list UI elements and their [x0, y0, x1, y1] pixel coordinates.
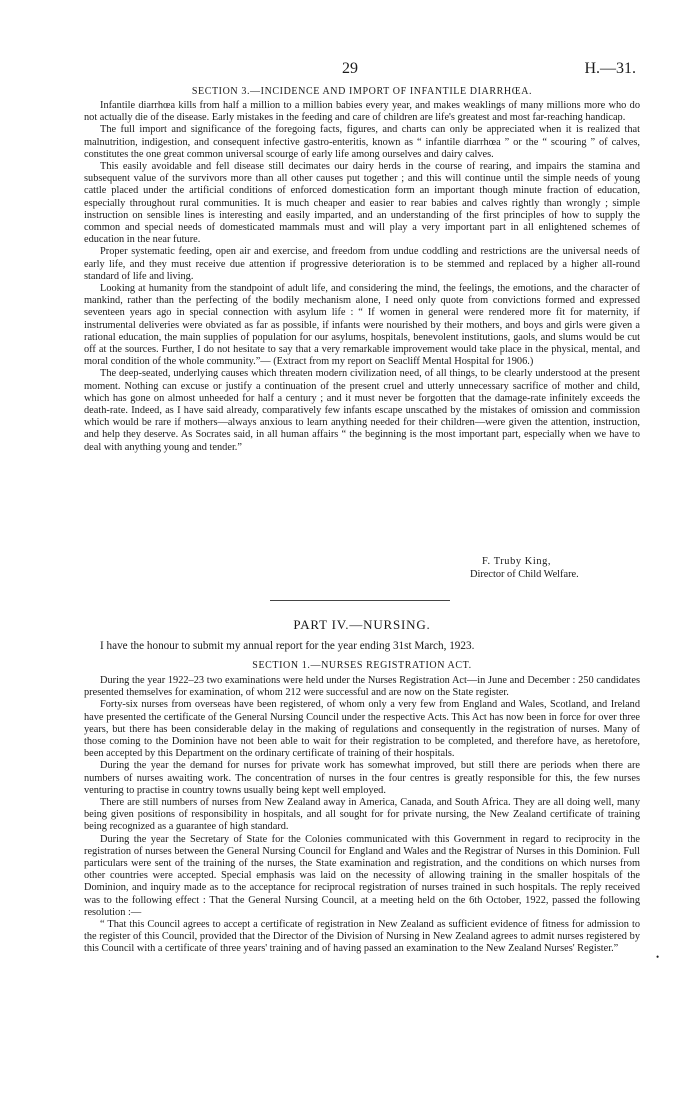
paragraph: “ That this Council agrees to accept a certificate of registration in New Zealand as sufficient evidence of fitness for admission to the register of this Council, provided that the Director of the Division of Nursing in New Zealand agrees to admit nurses registered by this Council with a certificate of three years' training and of having passed an examination to the New Zealand Nurses' Register.”: [84, 919, 640, 955]
paragraph: Proper systematic feeding, open air and exercise, and freedom from undue coddling and restrictions are the universal needs of early life, and they must receive due attention if progressive deterioration is to be stemmed and replaced by a higher all-round standard of life and living.: [84, 246, 640, 282]
paragraph: Looking at humanity from the standpoint of adult life, and considering the mind, the feelings, the emotions, and the character of mankind, rather than the perfecting of the bodily mechanism alone, I need only quote from convictions formed and expressed seventeen years ago in special connection with asylum life : “ If women in general were rendered more fit for maternity, if instrumental deliveries were obviated as far as possible, if infants were nourished by their mothers, and boys and girls were given a rational education, the main supplies of population for our asylums, hospitals, benevolent institutions, gaols, and slums would be cut off at the sources. Further, I do not hesitate to say that a very remarkable improvement would take place in the physical, mental, and moral condition of the whole community.”— (Extract from my report on Seacliff Mental Hospital for 1906.): [84, 283, 640, 368]
section-1-heading: SECTION 1.—NURSES REGISTRATION ACT.: [252, 660, 472, 671]
paragraph: This easily avoidable and fell disease still decimates our dairy herds in the course of rearing, and impairs the stamina and subsequent value of the survivors more than all other causes put together ; and this will continue until the simple needs of young cattle placed under the artificial conditions of enforced domestication form an important though minute fraction of education, especially throughout rural communities. It is much cheaper and easier to rear babies and calves rightly than wrongly ; simple instruction on sensible lines is interesting and easily imparted, and an understanding of the first principles of how to supply the common and special needs of domesticated mammals must and will play a very important part in all enlightened schemes of education in the near future.: [84, 161, 640, 246]
intro-paragraph: I have the honour to submit my annual report for the year ending 31st March, 1923.: [100, 640, 475, 652]
section-1-body: [84, 675, 640, 956]
paragraph: The deep-seated, underlying causes which threaten modern civilization need, of all things, to be clearly understood at the present moment. Nothing can excuse or justify a continuation of the present cruel and utterly unnecessary sacrifice of mother and child, which has gone on almost unheeded for half a century ; and it must never be forgotten that the damage-rate infinitely exceeds the death-rate. Indeed, as I have said already, comparatively few infants escape unscathed by the mistakes of omission and commission which would be rare if mothers—always anxious to learn anything needed for their children—were given the attention, instruction, and help they deserve. As Socrates said, in all human affairs “ the beginning is the most important part, especially when we have to deal with anything young and tender.”: [84, 368, 640, 453]
signature-name: F. Truby King,: [482, 556, 552, 567]
signature-block: [470, 555, 579, 581]
section-3-heading: SECTION 3.—INCIDENCE AND IMPORT OF INFANTILE DIARRHŒA.: [191, 86, 533, 97]
page-number: 29: [342, 60, 358, 77]
section-divider: [270, 600, 450, 601]
part-4-intro: [84, 640, 640, 653]
paragraph: There are still numbers of nurses from New Zealand away in America, Canada, and South Africa. They are all doing well, many being given positions of responsibility in hospitals, and all sought for for private nursing, the New Zealand certificate of training being recognized as a guarantee of high standard.: [84, 797, 640, 833]
paragraph: Infantile diarrhœa kills from half a million to a million babies every year, and makes weaklings of many millions more who do not actually die of the disease. Early mistakes in the feeding and care of children are life's greatest and most far-reaching handicap.: [84, 100, 640, 124]
margin-mark: •: [656, 952, 660, 962]
paragraph: The full import and significance of the foregoing facts, figures, and charts can only be appreciated when it is realized that malnutrition, indigestion, and consequent infective gastro-enteritis, known as “ infantile diarrhœa ” or the “ scouring ” of calves, constitutes the one great common universal scourge of early life among ourselves and dairy calves.: [84, 124, 640, 160]
signature-title: Director of Child Welfare.: [470, 569, 579, 580]
part-4-heading: PART IV.—NURSING.: [293, 617, 431, 632]
paragraph: Forty-six nurses from overseas have been registered, of whom only a very few from England and Wales, Scotland, and Ireland have presented the certificate of the General Nursing Council under the respective Acts. This Act has now been in force for over three years, but there has been considerable delay in the making of regulations and consequently in the registration of nurses. Many of those coming to the Dominion have not been able to wait for their registration to be completed, and therefore have, as heretofore, been accepted by this Department on the ordinary certificate of training of their hospitals.: [84, 699, 640, 760]
paragraph: During the year the demand for nurses for private work has somewhat improved, but still there are periods when there are numbers of nurses awaiting work. The concentration of nurses in the four centres is greatly responsible for this, the few nurses venturing to practise in country towns usually being kept well employed.: [84, 760, 640, 796]
section-3-body: [84, 100, 640, 454]
paragraph: During the year 1922–23 two examinations were held under the Nurses Registration Act—in June and December : 250 candidates presented themselves for examination, of whom 212 were successful and are now on the State register.: [84, 675, 640, 699]
paragraph: During the year the Secretary of State for the Colonies communicated with this Government in regard to reciprocity in the registration of nurses between the General Nursing Council for England and Wales and the Registrar of Nurses in this Dominion. Full particulars were sent of the training of the nurses, the State examination and registration, and the conditions on which nurses from other countries were accepted. Special emphasis was laid on the necessity of allowing training in the smaller hospitals of the Dominion, and inquiry made as to the acceptance for reciprocal registration of nurses trained in such hospitals. The reply received was to the following effect : That the General Nursing Council, at a meeting held on the 6th October, 1922, passed the following resolution :—: [84, 833, 640, 918]
document-reference: H.—31.: [584, 60, 636, 77]
